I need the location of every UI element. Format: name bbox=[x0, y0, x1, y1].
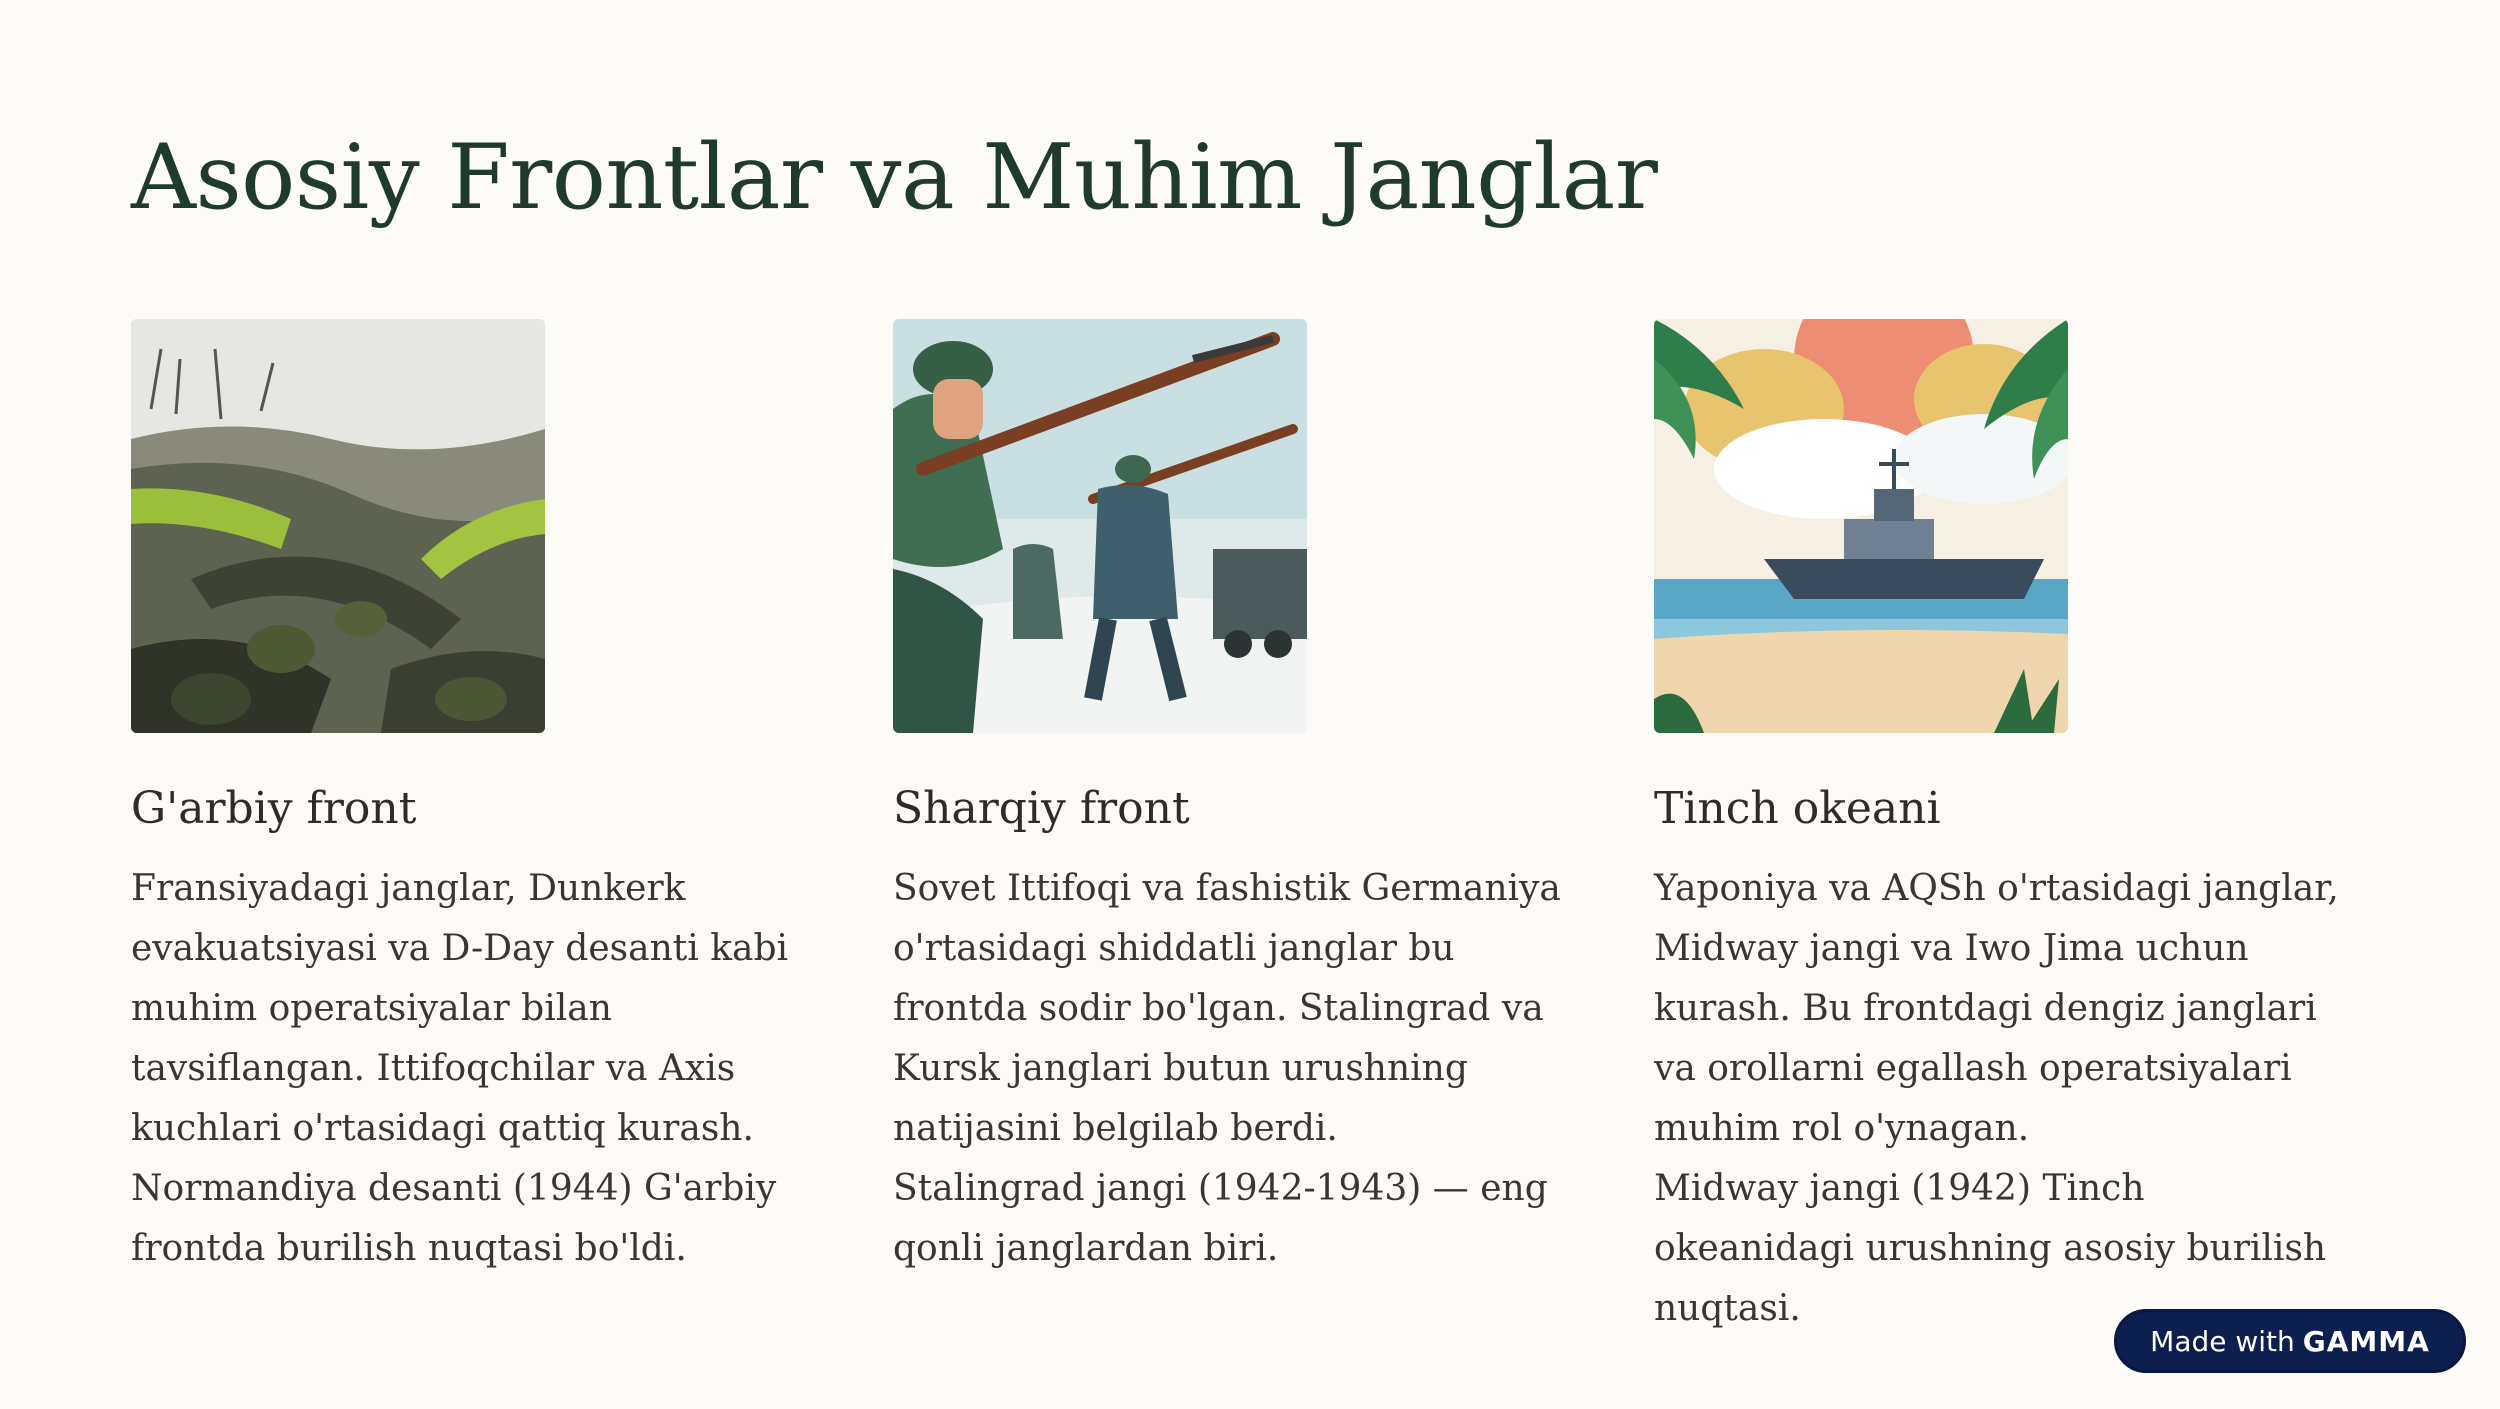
card-paragraph: Sovet Ittifoqi va fashistik Germaniya o'rtasidagi shiddatli janglar bu frontda sodir bo'lgan. Stalingrad va Kursk janglari butun urushning natijasini belgilab berdi. bbox=[893, 868, 1561, 1149]
card-paragraph: Yaponiya va AQSh o'rtasidagi janglar, Midway jangi va Iwo Jima uchun kurash. Bu frontdagi dengiz janglari va orollarni egallash operatsiyalari muhim rol o'ynagan. bbox=[1654, 868, 2339, 1149]
card-eastern-front bbox=[893, 319, 1593, 1269]
card-heading: G'arbiy front bbox=[131, 783, 417, 834]
card-heading: Tinch okeani bbox=[1654, 783, 1941, 834]
gamma-logo: GAMMA bbox=[2302, 1324, 2430, 1358]
western-front-image bbox=[131, 319, 545, 733]
card-heading: Sharqiy front bbox=[893, 783, 1190, 834]
card-body bbox=[1654, 859, 2354, 1339]
made-with-gamma-badge[interactable] bbox=[2114, 1309, 2466, 1373]
card-western-front bbox=[131, 319, 831, 1269]
badge-prefix: Made with bbox=[2150, 1324, 2295, 1358]
page-title: Asosiy Frontlar va Muhim Janglar bbox=[131, 125, 1658, 230]
eastern-front-image bbox=[893, 319, 1307, 733]
card-paragraph: Fransiyadagi janglar, Dunkerk evakuatsiyasi va D-Day desanti kabi muhim operatsiyalar bilan tavsiflangan. Ittifoqchilar va Axis kuchlari o'rtasidagi qattiq kurash. bbox=[131, 868, 789, 1149]
pacific-image bbox=[1654, 319, 2068, 733]
card-paragraph: Stalingrad jangi (1942-1943) — eng qonli janglardan biri. bbox=[893, 1168, 1548, 1269]
card-pacific bbox=[1654, 319, 2354, 1329]
card-paragraph: Midway jangi (1942) Tinch okeanidagi urushning asosiy burilish nuqtasi. bbox=[1654, 1168, 2327, 1329]
card-body bbox=[131, 859, 831, 1279]
card-paragraph: Normandiya desanti (1944) G'arbiy frontda burilish nuqtasi bo'ldi. bbox=[131, 1168, 777, 1269]
card-body bbox=[893, 859, 1593, 1279]
